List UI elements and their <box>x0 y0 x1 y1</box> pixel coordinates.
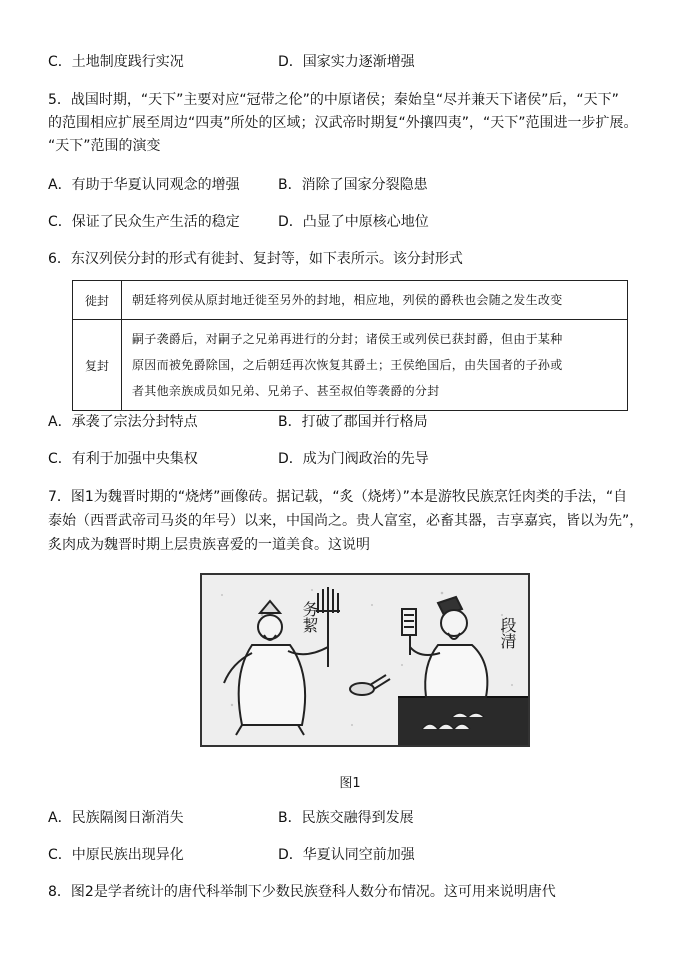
table-head-xifeng: 徙封 <box>73 281 122 320</box>
q7-figure-brick-painting <box>200 573 530 747</box>
table-body-line: 嗣子袭爵后，对嗣子之兄弟再进行的分封；诸侯王或列侯已获封爵，但由于某种 <box>132 332 563 346</box>
q7-option-d: D．华夏认同空前加强 <box>278 847 415 863</box>
q7-stem-line-3: 炙肉成为魏晋时期上层贵族喜爱的一道美食。这说明 <box>48 537 370 553</box>
q6-option-b: B．打破了郡国并行格局 <box>278 414 428 430</box>
q5-stem-line-1: 5．战国时期，“天下”主要对应“冠带之伦”的中原诸侯；秦始皇“尽并兼天下诸侯”后，“天下” <box>48 92 619 108</box>
q6-option-c: C．有利于加强中央集权 <box>48 451 198 467</box>
q7-stem-line-2: 泰始（西晋武帝司马炎的年号）以来，中国尚之。贵人富室，必畜其器，吉享嘉宾，皆以为先”， <box>48 513 644 529</box>
q5-stem-line-3: “天下”范围的演变 <box>48 138 161 154</box>
table-body-xifeng: 朝廷将列侯从原封地迁徙至另外的封地，相应地，列侯的爵秩也会随之发生改变 <box>122 281 628 320</box>
table-body-line: 者其他亲族成员如兄弟、兄弟子、甚至叔伯等袭爵的分封 <box>132 384 440 398</box>
figure-label-duanqing: 段清 <box>498 617 517 649</box>
table-row <box>73 281 628 320</box>
q5-option-b: B．消除了国家分裂隐患 <box>278 177 428 193</box>
q5-stem-line-2: 的范围相应扩展至周边“四夷”所处的区域；汉武帝时期复“外攘四夷”，“天下”范围进一步扩展。 <box>48 115 638 131</box>
q6-table <box>72 280 628 411</box>
brick-painting-image <box>202 575 528 745</box>
q6-option-a: A．承袭了宗法分封特点 <box>48 414 198 430</box>
table-body-line: 原因而被免爵除国，之后朝廷再次恢复其爵土；王侯绝国后，由失国者的子孙或 <box>132 358 563 372</box>
q5-option-a: A．有助于华夏认同观念的增强 <box>48 177 240 193</box>
q6-stem: 6．东汉列侯分封的形式有徙封、复封等，如下表所示。该分封形式 <box>48 251 463 267</box>
table-body-fufeng <box>122 320 628 411</box>
q7-option-c: C．中原民族出现异化 <box>48 847 184 863</box>
figure-caption: 图1 <box>339 776 361 791</box>
q6-option-d: D．成为门阀政治的先导 <box>278 451 429 467</box>
q7-option-a: A．民族隔阂日渐消失 <box>48 810 184 826</box>
q5-option-d: D．凸显了中原核心地位 <box>278 214 429 230</box>
q4-option-d: D．国家实力逐渐增强 <box>278 54 415 70</box>
table-row <box>73 320 628 411</box>
q8-stem: 8．图2是学者统计的唐代科举制下少数民族登科人数分布情况。这可用来说明唐代 <box>48 884 556 900</box>
q7-stem-line-1: 7．图1为魏晋时期的“烧烤”画像砖。据记载，“炙（烧烤）”本是游牧民族烹饪肉类的手法，“自 <box>48 489 628 505</box>
q5-option-c: C．保证了民众生产生活的稳定 <box>48 214 240 230</box>
table-head-fufeng: 复封 <box>73 320 122 411</box>
q4-option-c: C．土地制度践行实况 <box>48 54 184 70</box>
figure-label-wujie: 务絜 <box>300 601 319 633</box>
q7-option-b: B．民族交融得到发展 <box>278 810 414 826</box>
